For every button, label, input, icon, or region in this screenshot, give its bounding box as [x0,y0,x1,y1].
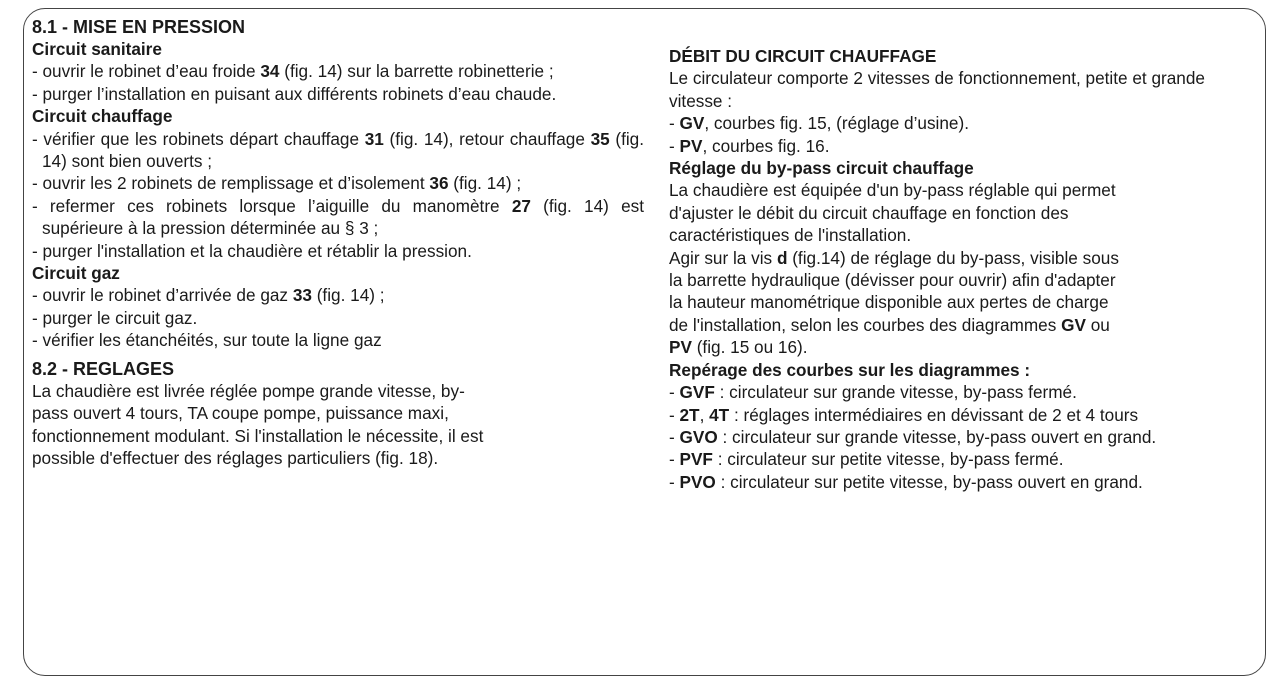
heading-debit-circuit-chauffage: DÉBIT DU CIRCUIT CHAUFFAGE [669,46,937,66]
list-item: - PV, courbes fig. 16. [669,135,830,156]
subheading-circuit-gaz: Circuit gaz [32,263,120,284]
paragraph-line: la hauteur manométrique disponible aux pertes de charge [669,292,1109,313]
list-item: - GV, courbes fig. 15, (réglage d’usine). [669,113,969,134]
right-column [669,45,1259,493]
section-title-reglages: 8.2 - REGLAGES [32,358,175,379]
section-title-mise-en-pression: 8.1 - MISE EN PRESSION [32,17,246,37]
list-item: - 2T, 4T : réglages intermédiaires en dévissant de 2 et 4 tours [669,404,1139,425]
paragraph-line: caractéristiques de l'installation. [669,225,912,246]
list-item: - GVF : circulateur sur grande vitesse, by-pass fermé. [669,382,1077,403]
heading-reglage-bypass: Réglage du by-pass circuit chauffage [669,158,974,179]
paragraph-line: d'ajuster le débit du circuit chauffage en fonction des [669,202,1069,223]
paragraph-line: pass ouvert 4 tours, TA coupe pompe, puissance maxi, [32,403,449,424]
list-item: - PVF : circulateur sur petite vitesse, by-pass fermé. [669,449,1064,470]
paragraph-line: PV (fig. 15 ou 16). [669,337,808,358]
list-item: - vérifier les étanchéités, sur toute la ligne gaz [32,330,382,351]
paragraph-line: La chaudière est équipée d'un by-pass réglable qui permet [669,180,1116,201]
list-item: - purger le circuit gaz. [32,307,198,328]
paragraph-line: Agir sur la vis d (fig.14) de réglage du by-pass, visible sous [669,247,1119,268]
paragraph-line: de l'installation, selon les courbes des diagrammes GV ou [669,314,1110,335]
heading-reperage-courbes: Repérage des courbes sur les diagrammes : [669,359,1031,380]
list-item: - ouvrir le robinet d’eau froide 34 (fig. 14) sur la barrette robinetterie ; [32,61,554,82]
paragraph: Le circulateur comporte 2 vitesses de fonctionnement, petite et grande vitesse : [669,68,1205,111]
list-item: - vérifier que les robinets départ chauffage 31 (fig. 14), retour chauffage 35 (fig. 14) sont bien ouverts ; [32,128,645,172]
left-column [32,16,644,469]
list-item: - refermer ces robinets lorsque l’aiguille du manomètre 27 (fig. 14) est supérieure à la pression déterminée au § 3 ; [32,195,644,239]
subheading-circuit-chauffage: Circuit chauffage [32,106,173,127]
list-item: - ouvrir le robinet d’arrivée de gaz 33 (fig. 14) ; [32,285,385,306]
list-item: - PVO : circulateur sur petite vitesse, by-pass ouvert en grand. [669,471,1143,492]
list-item: - purger l’installation en puisant aux différents robinets d’eau chaude. [32,83,557,104]
paragraph-line: la barrette hydraulique (dévisser pour ouvrir) afin d'adapter [669,270,1116,291]
subheading-circuit-sanitaire: Circuit sanitaire [32,39,162,59]
list-item: - GVO : circulateur sur grande vitesse, by-pass ouvert en grand. [669,426,1157,447]
list-item: - ouvrir les 2 robinets de remplissage et d’isolement 36 (fig. 14) ; [32,173,522,194]
paragraph-line: fonctionnement modulant. Si l'installation le nécessite, il est [32,425,484,446]
paragraph-line: possible d'effectuer des réglages particuliers (fig. 18). [32,447,439,468]
paragraph-line: La chaudière est livrée réglée pompe grande vitesse, by- [32,380,465,401]
list-item: - purger l'installation et la chaudière et rétablir la pression. [32,240,472,261]
